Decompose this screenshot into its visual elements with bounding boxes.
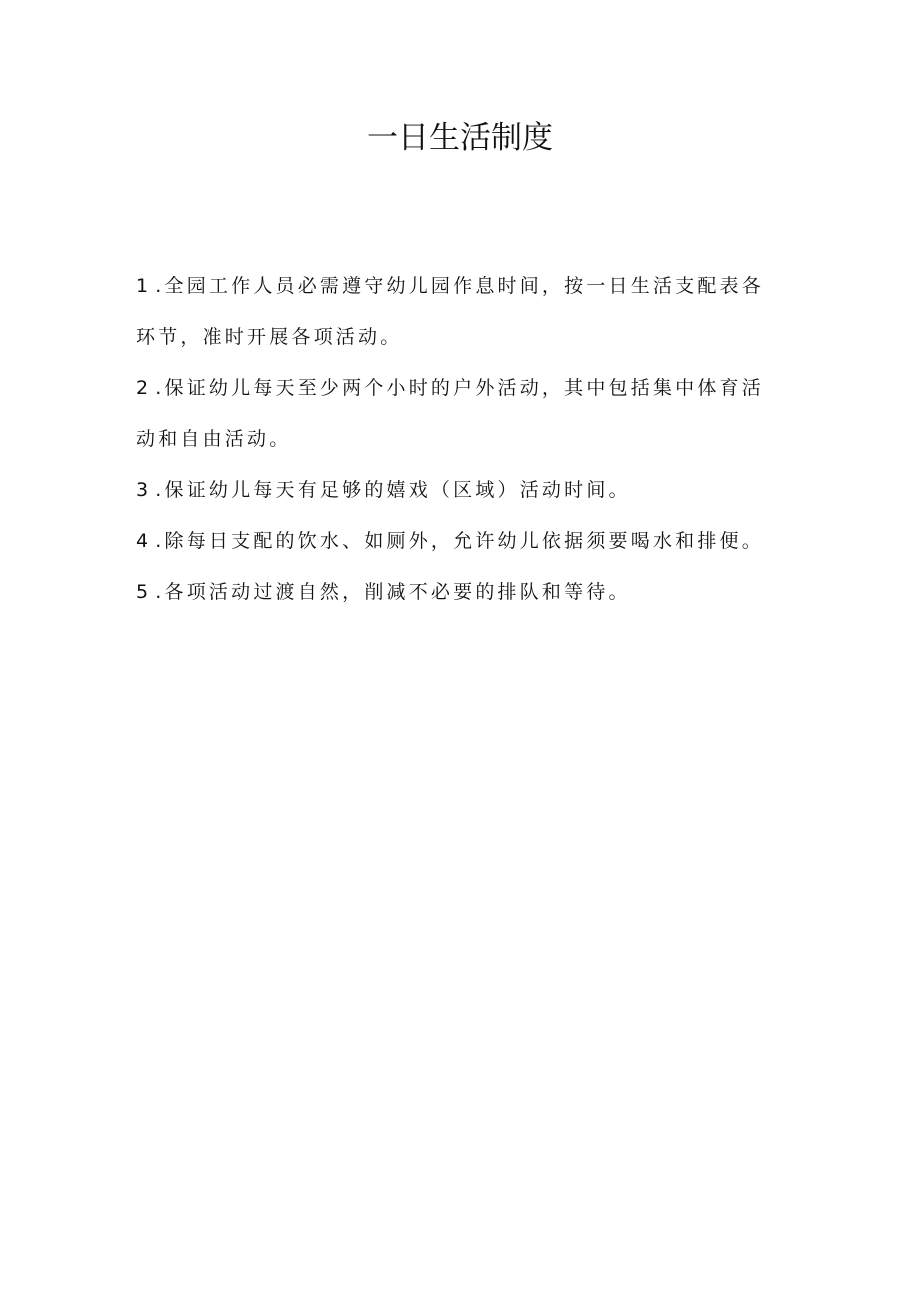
rule-number: 1 [136, 275, 152, 297]
rule-text: .除每日支配的饮水、如厕外，允许幼儿依据须要喝水和排便。 [155, 530, 764, 552]
rule-number: 2 [136, 377, 152, 399]
rule-number: 4 [136, 530, 152, 552]
rules-list [136, 261, 782, 618]
rule-item-3 [136, 465, 782, 516]
rule-number: 3 [136, 479, 152, 501]
rule-text: .保证幼儿每天至少两个小时的户外活动，其中包括集中体育活动和自由活动。 [136, 377, 764, 450]
page-title: 一日生活制度 [367, 120, 553, 156]
rule-item-5 [136, 567, 782, 618]
rule-item-1 [136, 261, 782, 363]
rule-text: .全园工作人员必需遵守幼儿园作息时间，按一日生活支配表各环节，准时开展各项活动。 [136, 275, 764, 348]
rule-item-4 [136, 516, 782, 567]
rule-number: 5 [136, 581, 152, 603]
rule-item-2 [136, 363, 782, 465]
rule-text: .各项活动过渡自然，削减不必要的排队和等待。 [155, 581, 631, 603]
rule-text: .保证幼儿每天有足够的嬉戏（区域）活动时间。 [155, 479, 631, 501]
